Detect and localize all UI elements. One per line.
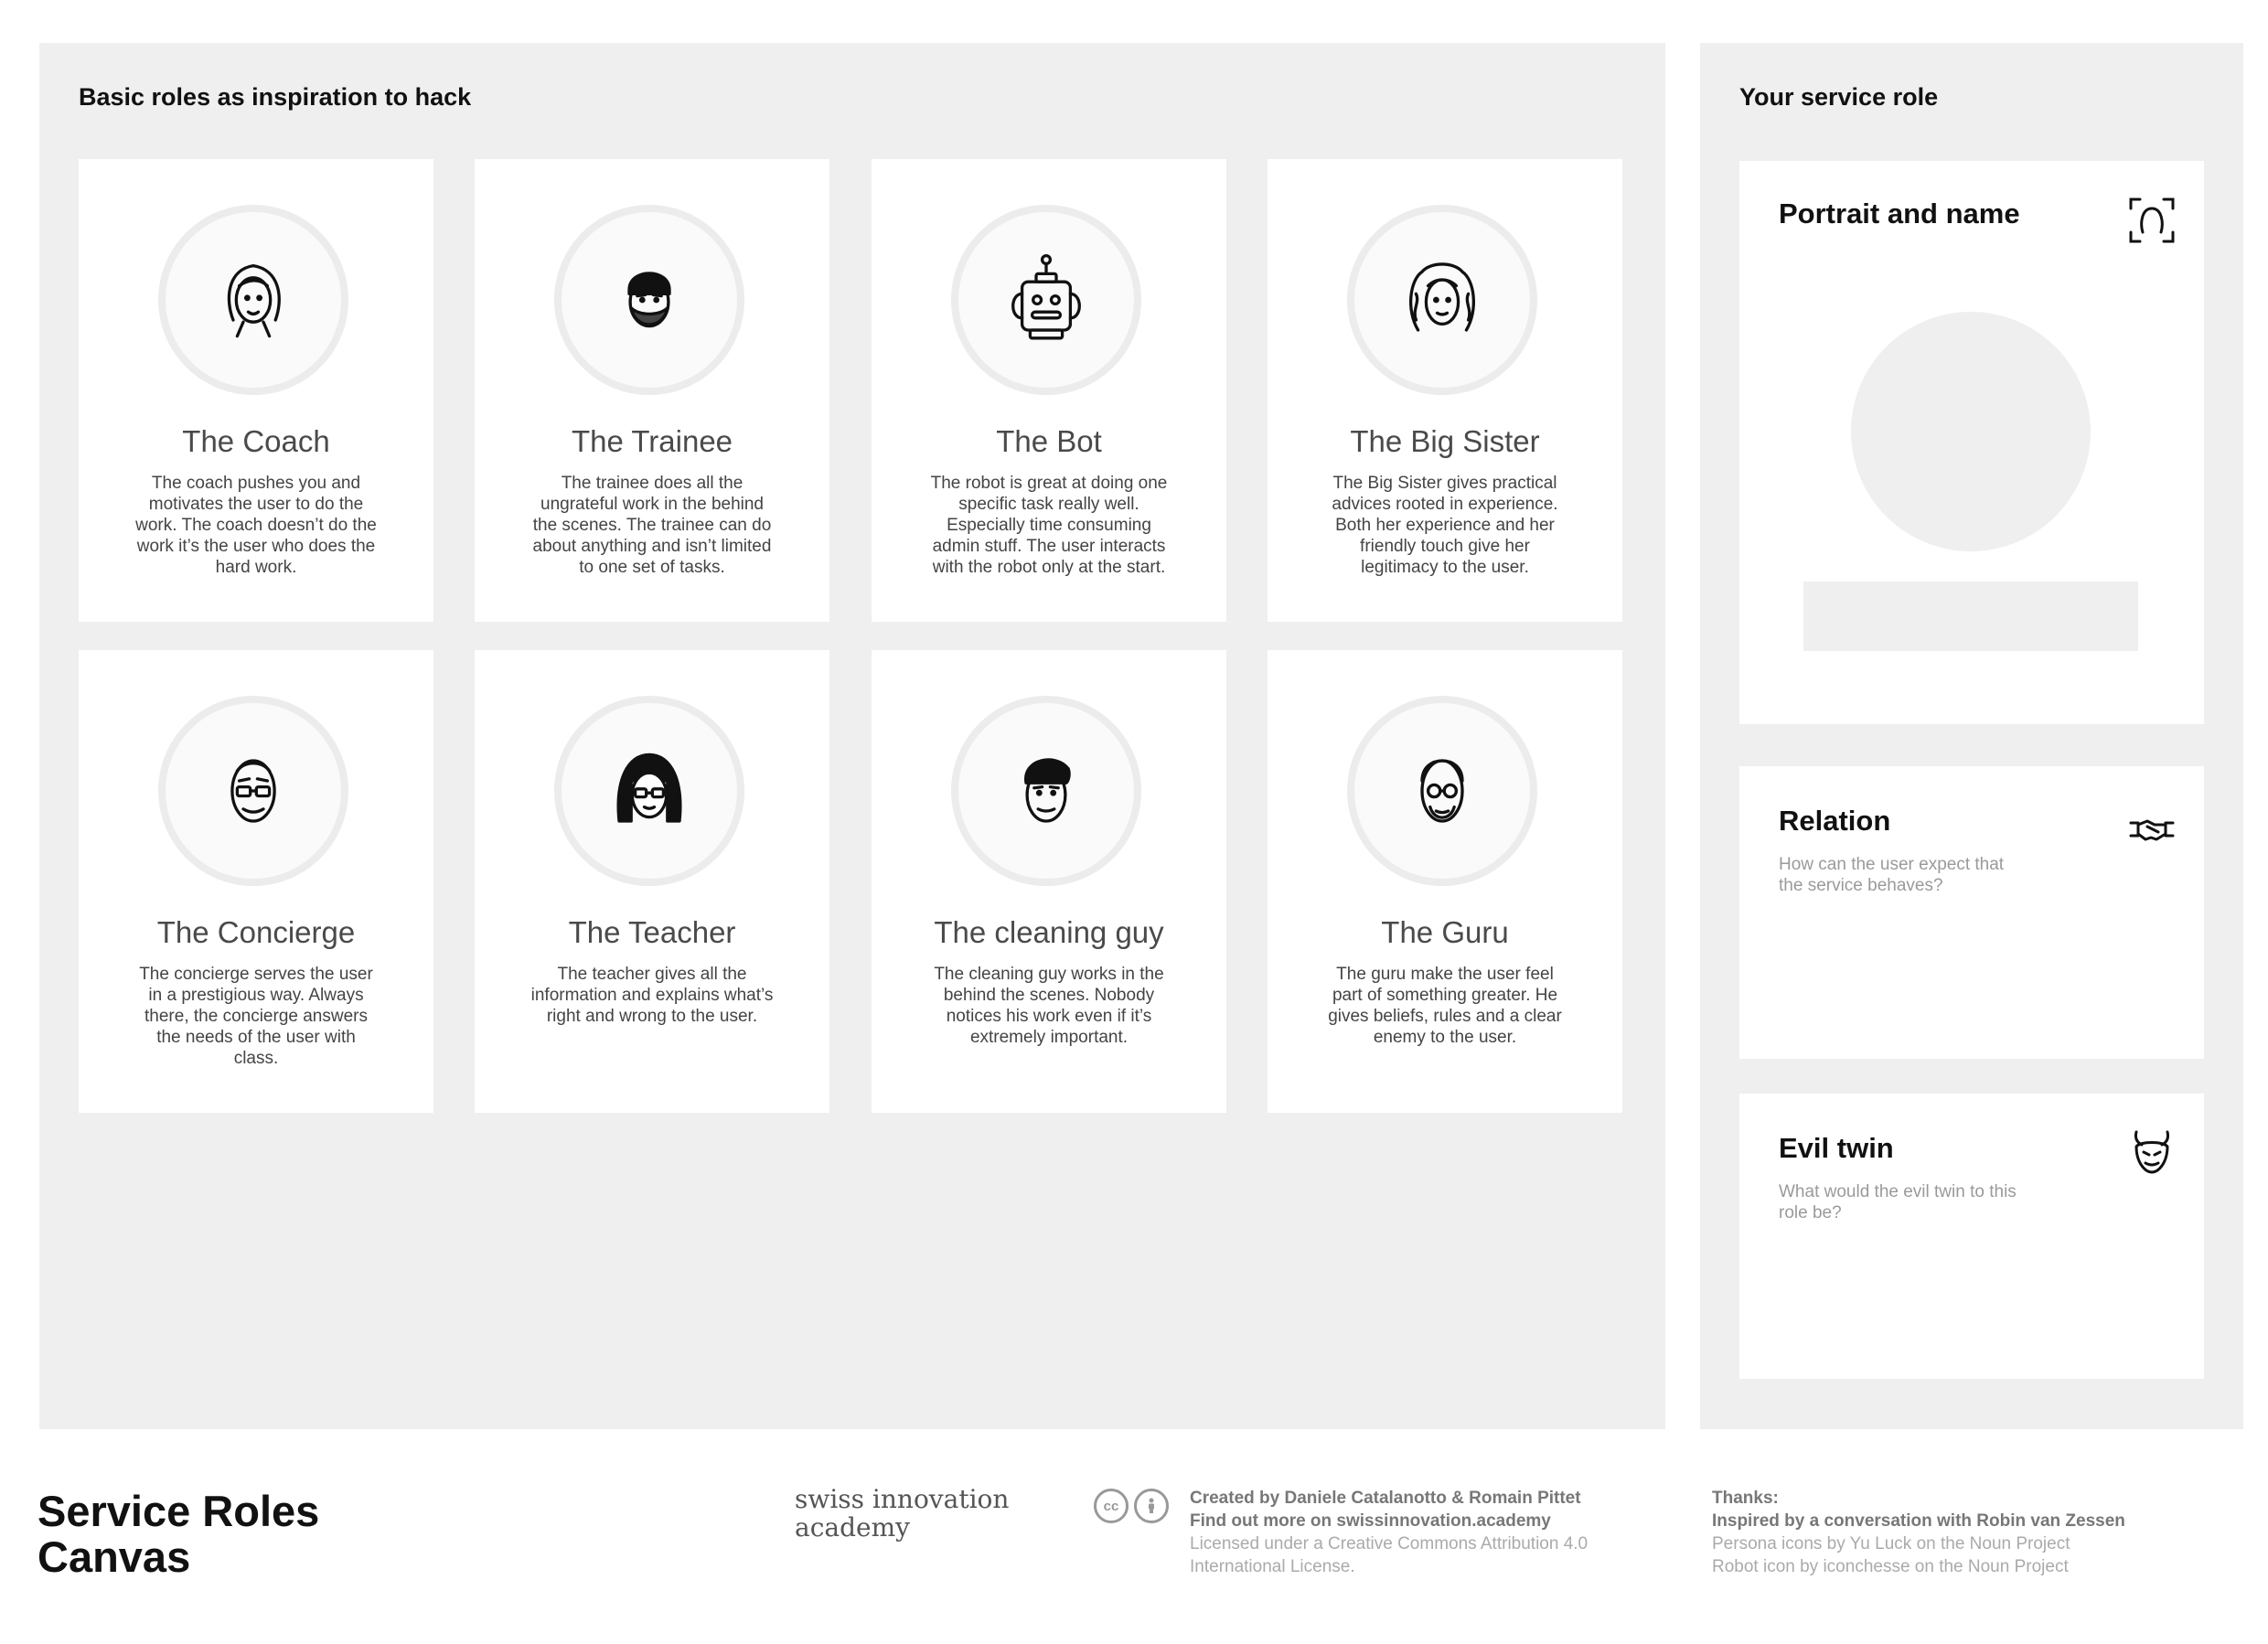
evil-twin-card-hint: What would the evil twin to this role be? <box>1779 1182 2017 1222</box>
canvas-title: Service Roles Canvas <box>37 1487 320 1581</box>
role-name: The Trainee <box>571 424 733 458</box>
credits-authors: Created by Daniele Catalanotto & Romain Pittet <box>1190 1489 1581 1508</box>
curly-hair-woman-face-icon <box>1347 205 1537 395</box>
thanks-robot-icon: Robot icon by iconchesse on the Noun Project <box>1712 1557 2069 1576</box>
portrait-placeholder[interactable] <box>1851 312 2091 551</box>
woman-face-icon <box>158 205 348 395</box>
role-card-trainee <box>475 159 829 622</box>
relation-card[interactable] <box>1739 766 2204 1059</box>
swiss-innovation-academy-logo: swiss innovation academy <box>795 1484 1010 1543</box>
role-card-cleaning-guy <box>872 650 1226 1113</box>
role-card-guru <box>1268 650 1622 1113</box>
evil-twin-card-title: Evil twin <box>1779 1132 1894 1164</box>
creative-commons-icon: cc <box>1094 1489 1129 1523</box>
role-name: The cleaning guy <box>934 915 1164 949</box>
robot-head-icon <box>951 205 1141 395</box>
bearded-man-face-icon <box>554 205 744 395</box>
relation-card-hint: How can the user expect that the service behaves? <box>1779 855 2005 895</box>
role-card-bot <box>872 159 1226 622</box>
license-icons <box>1094 1489 1169 1523</box>
relation-card-title: Relation <box>1779 805 1891 837</box>
name-field-placeholder[interactable] <box>1803 582 2138 651</box>
guru-glasses-face-icon <box>1347 696 1537 886</box>
role-card-concierge <box>79 650 433 1113</box>
man-face-icon <box>951 696 1141 886</box>
role-name: The Bot <box>996 424 1102 458</box>
thanks-inspiration: Inspired by a conversation with Robin van Zessen <box>1712 1511 2125 1531</box>
roles-inspiration-panel <box>39 43 1665 1429</box>
role-name: The Guru <box>1381 915 1509 949</box>
evil-twin-card[interactable] <box>1739 1094 2204 1379</box>
role-card-teacher <box>475 650 829 1113</box>
role-description: The guru make the user feel part of something greater. He gives beliefs, rules and a clear enemy to the user. <box>1328 965 1562 1047</box>
thanks-label: Thanks: <box>1712 1489 1779 1508</box>
old-man-glasses-face-icon <box>158 696 348 886</box>
role-description: The cleaning guy works in the behind the scenes. Nobody notices his work even if it’s extremely important. <box>934 965 1164 1047</box>
service-role-panel <box>1700 43 2243 1429</box>
thanks-persona-icons: Persona icons by Yu Luck on the Noun Project <box>1712 1534 2070 1553</box>
credits-license: Licensed under a Creative Commons Attribution 4.0 International License. <box>1190 1534 1589 1576</box>
devil-face-icon <box>2127 1126 2177 1176</box>
role-description: The concierge serves the user in a prestigious way. Always there, the concierge answers the needs of the user with class. <box>139 965 373 1068</box>
credits-website[interactable]: Find out more on swissinnovation.academy <box>1190 1511 1551 1531</box>
thanks-block <box>1712 1487 2224 1578</box>
role-name: The Coach <box>182 424 330 458</box>
role-card-coach <box>79 159 433 622</box>
role-description: The trainee does all the ungrateful work in the behind the scenes. The trainee can do about anything and isn’t limited to one set of tasks. <box>532 474 772 577</box>
role-name: The Big Sister <box>1350 424 1540 458</box>
face-scan-icon <box>2127 196 2177 245</box>
role-name: The Teacher <box>568 915 736 949</box>
role-description: The Big Sister gives practical advices rooted in experience. Both her experience and her friendly touch give her legitimacy to the user. <box>1332 474 1558 577</box>
portrait-and-name-card <box>1739 161 2204 724</box>
credits-block <box>1190 1487 1665 1578</box>
portrait-card-title: Portrait and name <box>1779 197 2020 230</box>
attribution-person-icon <box>1134 1489 1169 1523</box>
woman-glasses-face-icon <box>554 696 744 886</box>
role-description: The teacher gives all the information and explains what’s right and wrong to the user. <box>530 965 774 1026</box>
service-role-panel-title: Your service role <box>1739 83 1939 111</box>
role-name: The Concierge <box>156 915 356 949</box>
role-description: The robot is great at doing one specific task really well. Especially time consuming admin stuff. The user interacts with the robot only at the start. <box>930 474 1168 577</box>
handshake-icon <box>2127 805 2177 854</box>
roles-panel-title: Basic roles as inspiration to hack <box>79 83 472 111</box>
role-description: The coach pushes you and motivates the user to do the work. The coach doesn’t do the work it’s the user who does the hard work. <box>135 474 377 577</box>
role-card-big-sister <box>1268 159 1622 622</box>
